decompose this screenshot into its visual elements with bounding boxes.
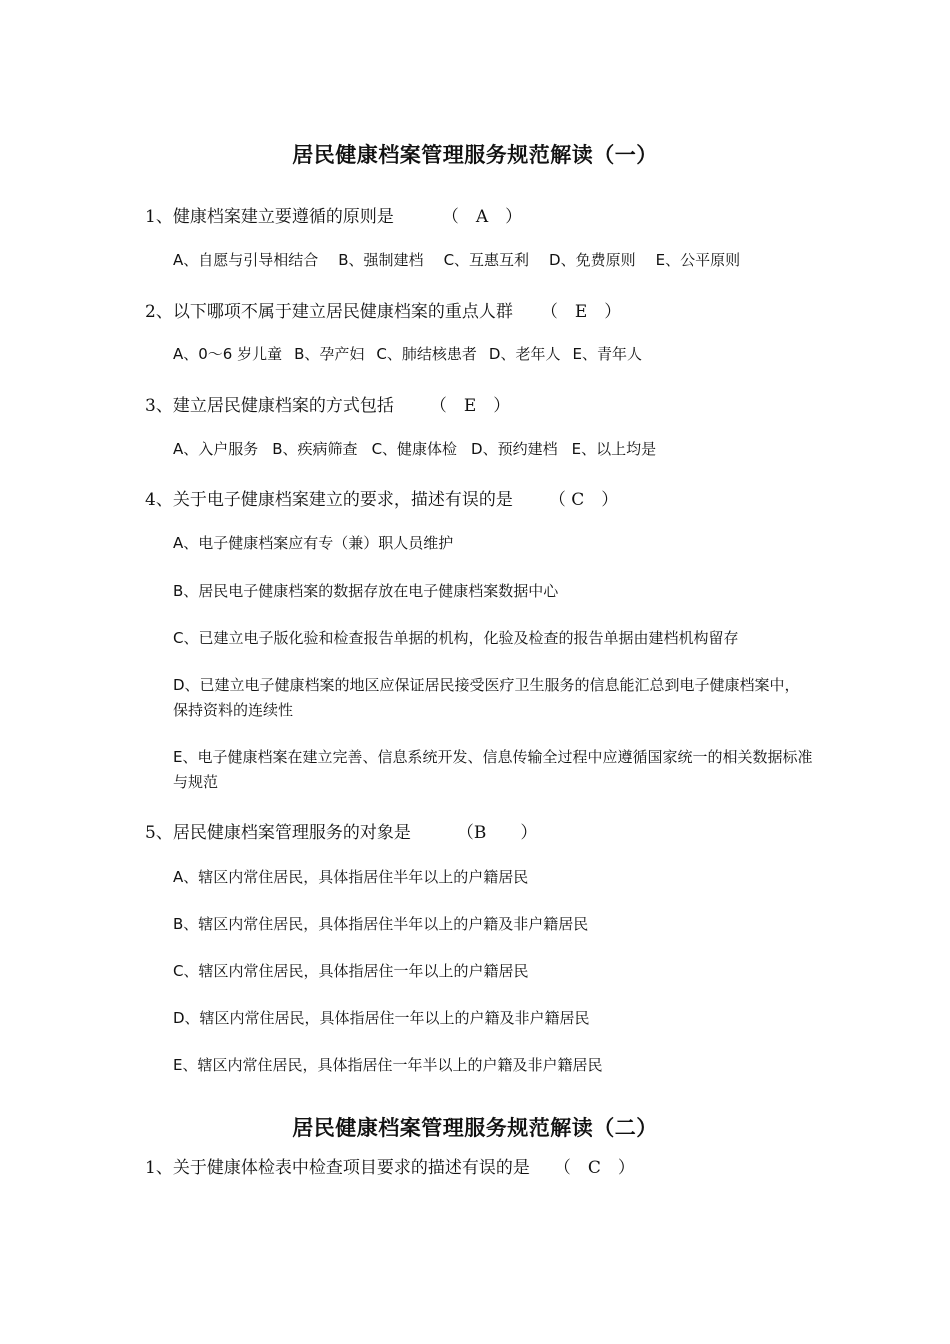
question-answer: （ E ） xyxy=(540,302,622,322)
option: D、已建立电子健康档案的地区应保证居民接受医疗卫生服务的信息能汇总到电子健康档案中，保持资料的连续性 xyxy=(173,676,800,719)
options-row-2 xyxy=(173,343,662,364)
option: C、互惠互利 xyxy=(443,251,530,269)
options-row-1 xyxy=(173,249,760,270)
option: A、电子健康档案应有专（兼）职人员维护 xyxy=(173,534,454,552)
option: A、0～6 岁儿童 xyxy=(173,345,283,363)
option: C、已建立电子版化验和检查报告单据的机构，化验及检查的报告单据由建档机构留存 xyxy=(173,629,739,647)
question-2 xyxy=(145,297,825,322)
question-1 xyxy=(145,202,825,227)
option: D、老年人 xyxy=(488,345,561,363)
option: D、免费原则 xyxy=(549,251,636,269)
section-title-1: 居民健康档案管理服务规范解读（一） xyxy=(292,142,658,167)
question-text: 3、建立居民健康档案的方式包括 xyxy=(145,396,394,416)
question-text: 2、以下哪项不属于建立居民健康档案的重点人群 xyxy=(145,302,513,322)
question-4 xyxy=(145,485,825,510)
question-text: 1、关于健康体检表中检查项目要求的描述有误的是 xyxy=(145,1158,530,1178)
option: C、健康体检 xyxy=(371,440,458,458)
option: B、居民电子健康档案的数据存放在电子健康档案数据中心 xyxy=(173,582,559,600)
option: B、辖区内常住居民，具体指居住半年以上的户籍及非户籍居民 xyxy=(173,915,589,933)
question-answer: （ C ） xyxy=(553,1158,635,1178)
option: E、以上均是 xyxy=(571,440,657,458)
question-text: 1、健康档案建立要遵循的原则是 xyxy=(145,207,394,227)
question-answer: （ E ） xyxy=(429,396,511,416)
option: E、电子健康档案在建立完善、信息系统开发、信息传输全过程中应遵循国家统一的相关数据标准与规范 xyxy=(173,748,813,791)
option: E、青年人 xyxy=(572,345,642,363)
question-text: 5、居民健康档案管理服务的对象是 xyxy=(145,823,411,843)
question-answer: （ A ） xyxy=(441,207,523,227)
option: B、强制建档 xyxy=(338,251,424,269)
option: E、辖区内常住居民，具体指居住一年半以上的户籍及非户籍居民 xyxy=(173,1056,603,1074)
option: C、肺结核患者 xyxy=(376,345,477,363)
option: A、辖区内常住居民，具体指居住半年以上的户籍居民 xyxy=(173,868,529,886)
options-row-3 xyxy=(173,438,676,459)
question-3 xyxy=(145,391,825,416)
question-answer: （ C ） xyxy=(548,490,619,510)
option: E、公平原则 xyxy=(655,251,741,269)
option: D、预约建档 xyxy=(471,440,558,458)
option: B、孕产妇 xyxy=(294,345,365,363)
option: B、疾病筛查 xyxy=(272,440,358,458)
option: A、自愿与引导相结合 xyxy=(173,251,319,269)
option: D、辖区内常住居民，具体指居住一年以上的户籍及非户籍居民 xyxy=(173,1009,590,1027)
question-answer: （B ） xyxy=(456,823,538,843)
question-text: 4、关于电子健康档案建立的要求，描述有误的是 xyxy=(145,490,513,510)
option: A、入户服务 xyxy=(173,440,259,458)
question-5 xyxy=(145,818,825,843)
option: C、辖区内常住居民，具体指居住一年以上的户籍居民 xyxy=(173,962,529,980)
section-title-2: 居民健康档案管理服务规范解读（二） xyxy=(292,1115,658,1140)
question-6 xyxy=(145,1153,825,1178)
